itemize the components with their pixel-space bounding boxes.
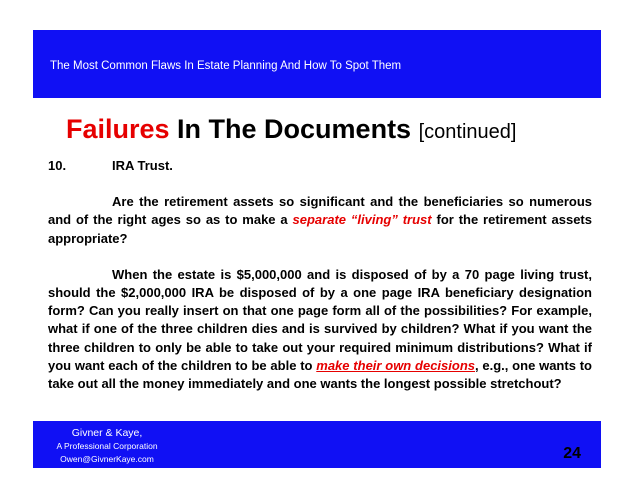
highlight-separate-trust: separate “living” trust [292, 212, 432, 228]
paragraph-1-text: Are the retirement assets so significant and the beneficiaries so numerous and of the right ages so as to make a [48, 194, 592, 228]
paragraph-2 [48, 266, 592, 393]
paragraph-1-end: for the retirement assets appropriate? [48, 212, 592, 246]
paragraph-1 [48, 193, 592, 248]
firm-corporation: A Professional Corporation [56, 441, 158, 451]
heading-main: In The Documents [169, 114, 419, 144]
heading-continued: [continued] [418, 121, 517, 143]
presentation-title: The Most Common Flaws In Estate Planning And How To Spot Them [50, 60, 402, 72]
item-line [48, 157, 592, 175]
paragraph-2-text: When the estate is $5,000,000 and is disposed of by a 70 page living trust, should the $2,000,000 IRA be disposed of by a one page IRA beneficiary designation form? Can you really insert on that one page form all of the possibilities? For example, what if one of the three children dies and is survived by children? What if you want the three children to only be able to take out your required minimum distributions? What if you want each of the children to be able to [48, 266, 592, 373]
footer-band [33, 421, 601, 468]
header-band [33, 30, 601, 98]
firm-name: Givner & Kaye, [71, 427, 143, 439]
paragraph-2-end: , e.g., one wants to take out all the money immediately and one wants the longest possible stretchout? [48, 357, 592, 392]
slide-heading [66, 114, 516, 145]
heading-accent: Failures [66, 114, 170, 144]
highlight-own-decisions: make their own decisions [316, 357, 475, 373]
body-text [48, 157, 592, 393]
page-number: 24 [563, 445, 581, 462]
footer-firm-info [33, 426, 181, 466]
item-title: IRA Trust. [112, 158, 173, 173]
firm-email: Owen@GivnerKaye.com [60, 454, 154, 464]
item-number: 10. [48, 158, 67, 173]
